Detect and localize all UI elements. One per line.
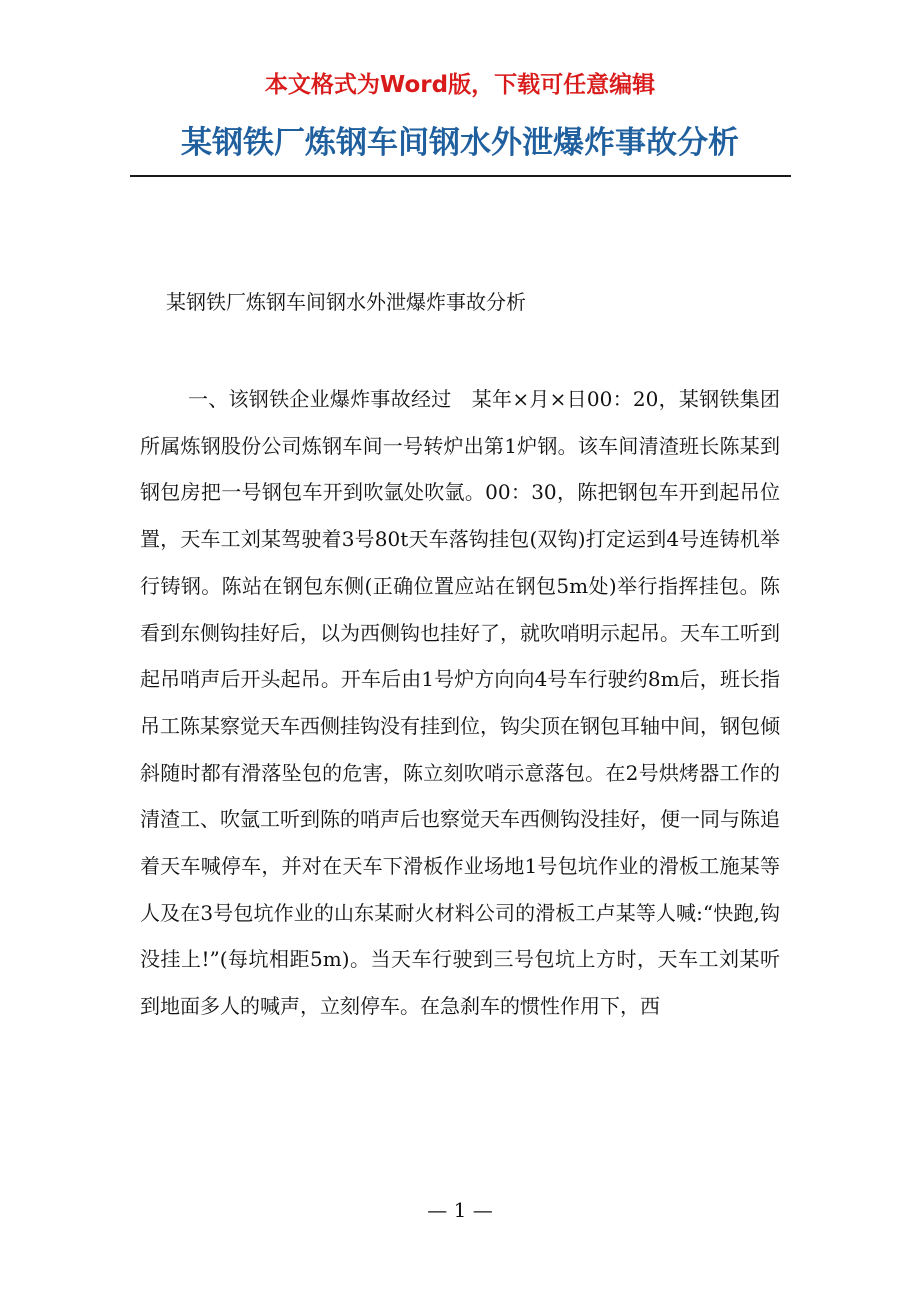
- format-notice: 本文格式为Word版，下载可任意编辑: [264, 72, 656, 98]
- article-body: [140, 376, 780, 1030]
- body-paragraph: 一、该钢铁企业爆炸事故经过 某年×月×日00：20，某钢铁集团所属炼钢股份公司炼钢车间一号转炉出第1炉钢。该车间清渣班长陈某到钢包房把一号钢包车开到吹氩处吹氩。00：30，陈把钢包车开到起吊位置，天车工刘某驾驶着3号80t天车落钩挂包(双钩)打定运到4号连铸机举行铸钢。陈站在钢包东侧(正确位置应站在钢包5m处)举行指挥挂包。陈看到东侧钩挂好后，以为西侧钩也挂好了，就吹哨明示起吊。天车工听到起吊哨声后开头起吊。开车后由1号炉方向向4号车行驶约8m后，班长指吊工陈某察觉天车西侧挂钩没有挂到位，钩尖顶在钢包耳轴中间，钢包倾斜随时都有滑落坠包的危害，陈立刻吹哨示意落包。在2号烘烤器工作的清渣工、吹氩工听到陈的哨声后也察觉天车西侧钩没挂好，便一同与陈追着天车喊停车，并对在天车下滑板作业场地1号包坑作业的滑板工施某等人及在3号包坑作业的山东某耐火材料公司的滑板工卢某等人喊:“快跑,钩没挂上!”(每坑相距5m)。当天车行驶到三号包坑上方时，天车工刘某听到地面多人的喊声，立刻停车。在急刹车的惯性作用下，西: [140, 387, 780, 1019]
- page-number: — 1 —: [427, 1198, 493, 1222]
- title-divider: [130, 175, 791, 177]
- document-title: 某钢铁厂炼钢车间钢水外泄爆炸事故分析: [181, 125, 739, 161]
- article-subtitle: 某钢铁厂炼钢车间钢水外泄爆炸事故分析: [166, 290, 526, 314]
